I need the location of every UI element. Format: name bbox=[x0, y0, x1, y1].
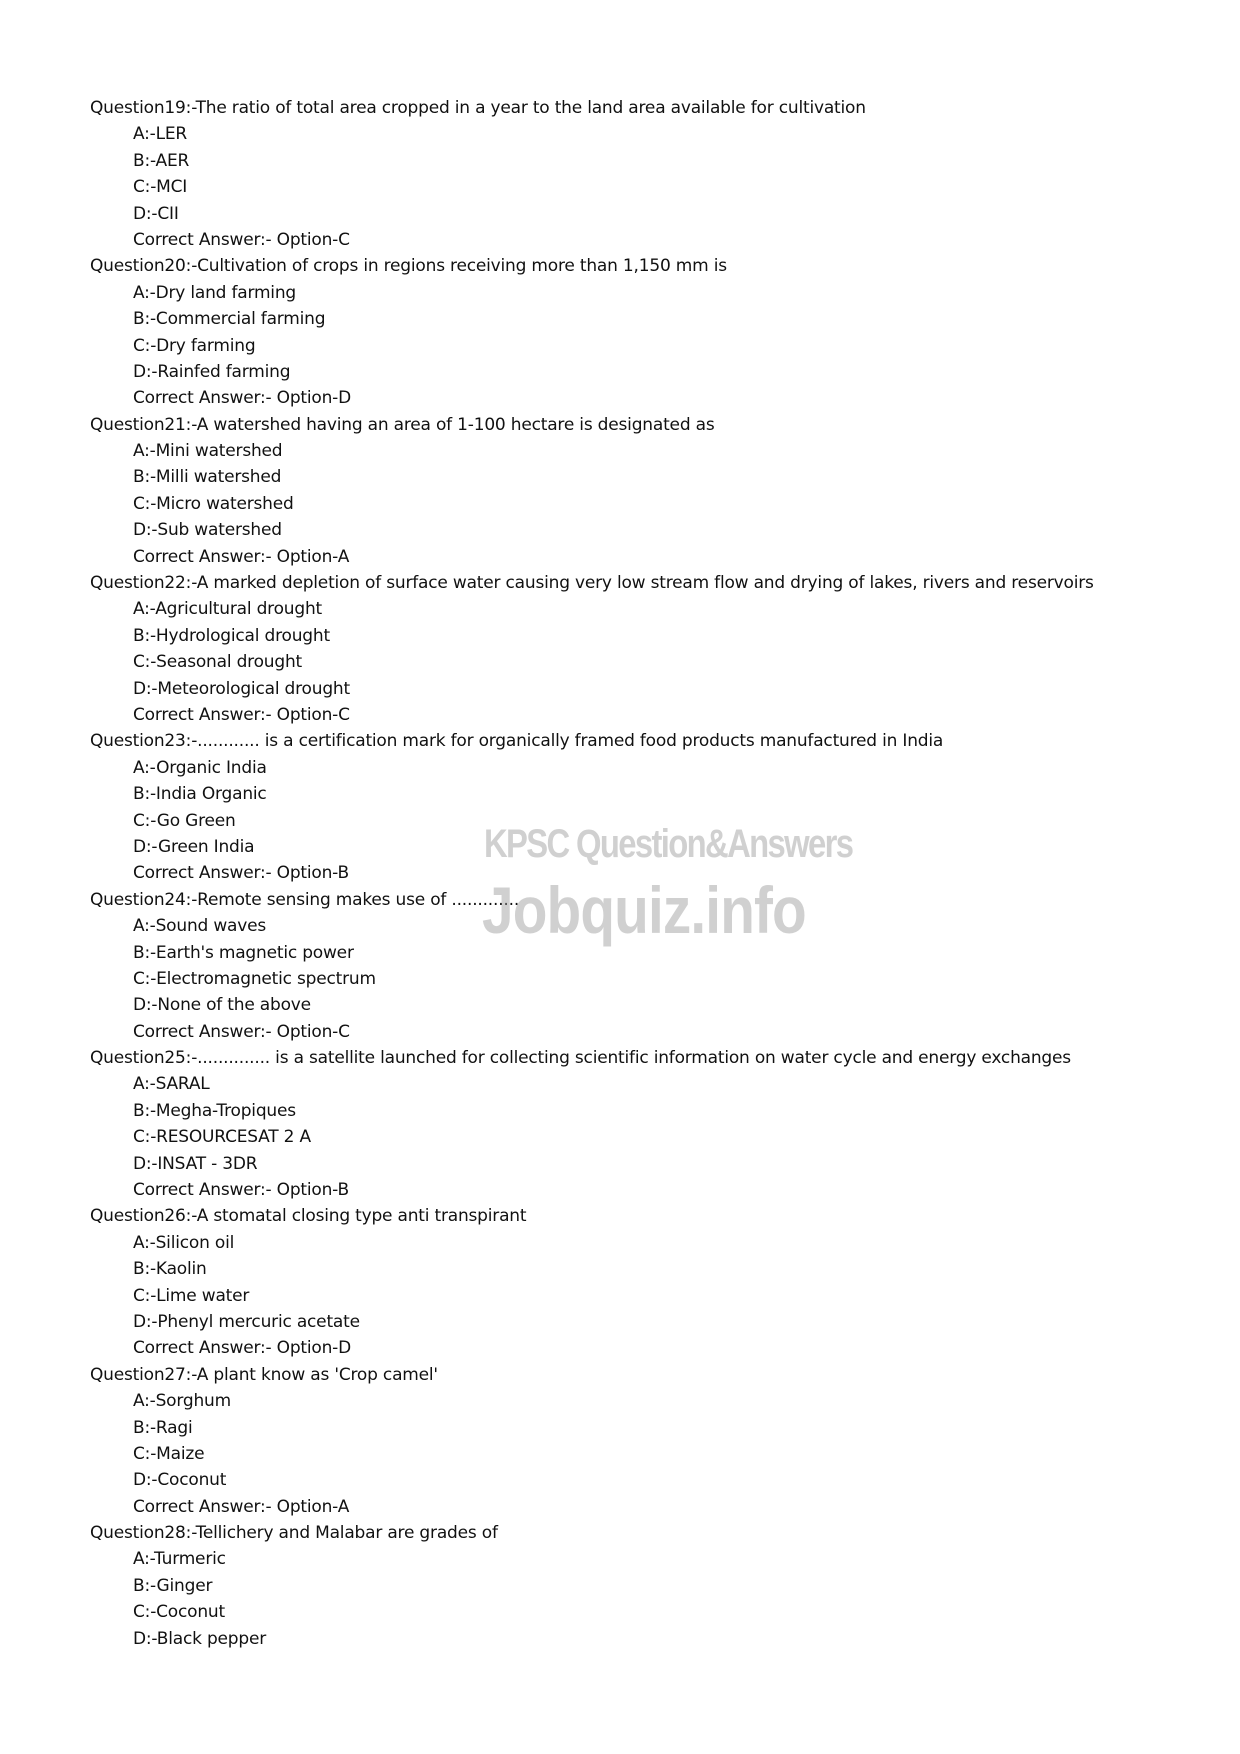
option-c: C:-Coconut bbox=[133, 1602, 225, 1623]
option-b: B:-Kaolin bbox=[133, 1259, 207, 1280]
question-text: Question20:-Cultivation of crops in regions receiving more than 1,150 mm is bbox=[90, 256, 727, 277]
option-c: C:-Lime water bbox=[133, 1285, 250, 1306]
option-c: C:-Go Green bbox=[133, 810, 236, 831]
option-a: A:-Agricultural drought bbox=[133, 599, 322, 620]
option-b: B:-AER bbox=[133, 150, 190, 171]
watermark-line-1: KPSC Question&Answers bbox=[484, 822, 853, 866]
question-text: Question23:-............ is a certification mark for organically framed food products manufactured in India bbox=[90, 731, 944, 752]
correct-answer: Correct Answer:- Option-D bbox=[133, 1338, 351, 1359]
question-text: Question27:-A plant know as 'Crop camel' bbox=[90, 1364, 438, 1385]
option-d: D:-Black pepper bbox=[133, 1628, 267, 1649]
option-a: A:-Turmeric bbox=[133, 1549, 226, 1570]
correct-answer: Correct Answer:- Option-B bbox=[133, 1180, 349, 1201]
question-text: Question22:-A marked depletion of surface water causing very low stream flow and drying of lakes, rivers and reservoirs bbox=[90, 573, 1094, 594]
correct-answer: Correct Answer:- Option-A bbox=[133, 546, 350, 567]
option-d: D:-None of the above bbox=[133, 995, 311, 1016]
correct-answer: Correct Answer:- Option-C bbox=[133, 229, 350, 250]
watermark-line-2: Jobquiz.info bbox=[482, 873, 806, 947]
option-a: A:-Mini watershed bbox=[133, 441, 283, 462]
option-a: A:-SARAL bbox=[133, 1074, 210, 1095]
option-d: D:-Rainfed farming bbox=[133, 361, 291, 382]
option-b: B:-Earth's magnetic power bbox=[133, 942, 354, 963]
option-d: D:-Phenyl mercuric acetate bbox=[133, 1311, 360, 1332]
option-a: A:-Sorghum bbox=[133, 1391, 231, 1412]
question-text: Question26:-A stomatal closing type anti transpirant bbox=[90, 1206, 527, 1227]
option-b: B:-Ragi bbox=[133, 1417, 193, 1438]
option-d: D:-CII bbox=[133, 203, 179, 224]
question-text: Question19:-The ratio of total area cropped in a year to the land area available for cultivation bbox=[90, 98, 866, 118]
correct-answer: Correct Answer:- Option-A bbox=[133, 1496, 350, 1517]
question-list bbox=[90, 95, 1230, 1652]
option-d: D:-INSAT - 3DR bbox=[133, 1153, 258, 1174]
option-a: A:-LER bbox=[133, 124, 188, 145]
option-d: D:-Meteorological drought bbox=[133, 678, 350, 699]
option-a: A:-Silicon oil bbox=[133, 1232, 235, 1253]
question-text: Question24:-Remote sensing makes use of ............. bbox=[90, 889, 520, 910]
option-d: D:-Green India bbox=[133, 836, 255, 857]
option-c: C:-Electromagnetic spectrum bbox=[133, 968, 376, 989]
option-c: C:-MCI bbox=[133, 177, 188, 198]
option-d: D:-Sub watershed bbox=[133, 520, 282, 541]
option-b: B:-Hydrological drought bbox=[133, 625, 330, 646]
question-text: Question21:-A watershed having an area of 1-100 hectare is designated as bbox=[90, 414, 715, 435]
option-c: C:-Maize bbox=[133, 1443, 205, 1464]
option-a: A:-Sound waves bbox=[133, 916, 267, 937]
correct-answer: Correct Answer:- Option-C bbox=[133, 1021, 350, 1042]
correct-answer: Correct Answer:- Option-C bbox=[133, 704, 350, 725]
option-b: B:-Megha-Tropiques bbox=[133, 1100, 296, 1121]
correct-answer: Correct Answer:- Option-B bbox=[133, 863, 349, 884]
option-b: B:-Milli watershed bbox=[133, 467, 282, 488]
option-c: C:-Micro watershed bbox=[133, 493, 294, 514]
option-b: B:-India Organic bbox=[133, 784, 267, 805]
question-text: Question28:-Tellichery and Malabar are grades of bbox=[90, 1523, 498, 1544]
option-a: A:-Dry land farming bbox=[133, 282, 296, 303]
correct-answer: Correct Answer:- Option-D bbox=[133, 388, 351, 409]
option-c: C:-Seasonal drought bbox=[133, 652, 302, 673]
option-a: A:-Organic India bbox=[133, 757, 267, 778]
question-text: Question25:-.............. is a satellite launched for collecting scientific information on water cycle and energy exchanges bbox=[90, 1048, 1071, 1069]
option-c: C:-RESOURCESAT 2 A bbox=[133, 1127, 311, 1148]
option-d: D:-Coconut bbox=[133, 1470, 227, 1491]
option-c: C:-Dry farming bbox=[133, 335, 256, 356]
option-b: B:-Commercial farming bbox=[133, 309, 326, 330]
option-b: B:-Ginger bbox=[133, 1575, 213, 1596]
